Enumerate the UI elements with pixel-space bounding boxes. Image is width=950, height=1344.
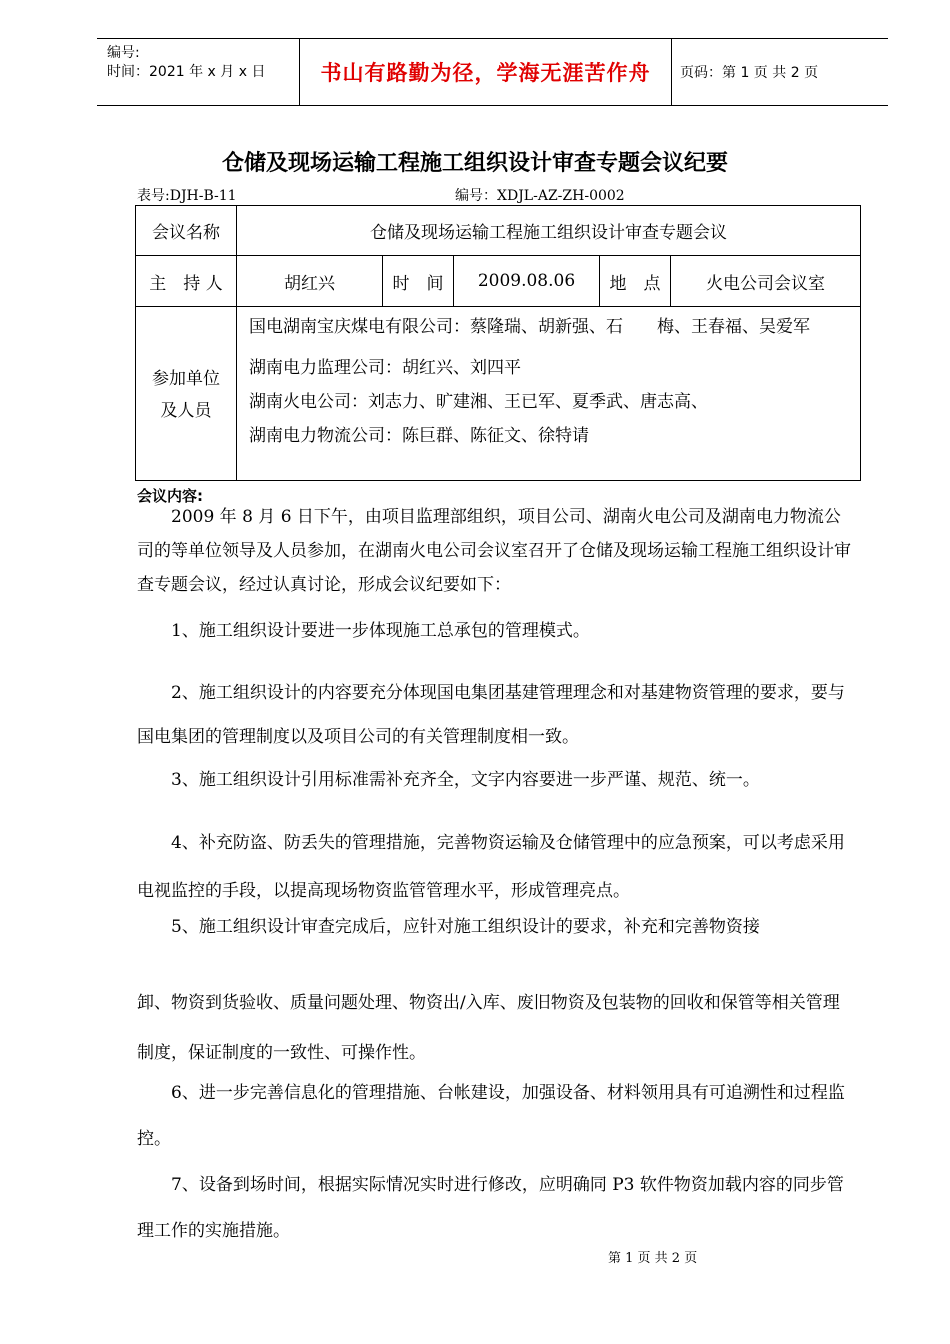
meeting-name-value: 仓储及现场运输工程施工组织设计审查专题会议 — [237, 206, 861, 256]
place-value: 火电公司会议室 — [671, 256, 861, 307]
time-value: 2009.08.06 — [454, 256, 600, 307]
item-3: 3、施工组织设计引用标准需补充齐全，文字内容要进一步严谨、规范、统一。 — [171, 770, 760, 790]
item-5-part1: 5、施工组织设计审查完成后，应针对施工组织设计的要求，补充和完善物资接 — [171, 917, 760, 937]
time-label-cell: 时 间 — [383, 256, 454, 307]
place-label: 地 点 — [600, 256, 671, 307]
document-number: 编号：XDJL-AZ-ZH-0002 — [455, 188, 625, 204]
attendees-label — [136, 307, 237, 481]
page-header — [97, 38, 888, 106]
page-info: 页码：第 1 页 共 2 页 — [680, 65, 819, 81]
attendee-line: 湖南火电公司：刘志力、旷建湘、王已军、夏季武、唐志高、 — [249, 392, 708, 412]
item-1: 1、施工组织设计要进一步体现施工总承包的管理模式。 — [171, 621, 590, 641]
code-label: 编号: — [107, 45, 140, 61]
attendees-list — [237, 307, 861, 481]
time-label: 时间：2021 年 x 月 x 日 — [107, 64, 266, 80]
table-row — [136, 307, 861, 481]
host-label: 主 持 人 — [136, 256, 237, 307]
attendee-line: 湖南电力物流公司：陈巨群、陈征文、徐特请 — [249, 426, 589, 446]
attendee-line: 国电湖南宝庆煤电有限公司：蔡隆瑞、胡新强、石 梅、王春福、吴爱军 — [249, 317, 810, 337]
motto-text: 书山有路勤为径，学海无涯苦作舟 — [320, 61, 651, 85]
item-6: 6、进一步完善信息化的管理措施、台帐建设，加强设备、材料领用具有可追溯性和过程监控。 — [137, 1083, 845, 1149]
item-5-part2: 卸、物资到货验收、质量问题处理、物资出/入库、废旧物资及包装物的回收和保管等相关管理制度，保证制度的一致性、可操作性。 — [137, 993, 840, 1063]
item-2: 2、施工组织设计的内容要充分体现国电集团基建管理理念和对基建物资管理的要求，要与国电集团的管理制度以及项目公司的有关管理制度相一致。 — [137, 683, 845, 747]
intro-paragraph: 2009 年 8 月 6 日下午，由项目监理部组织，项目公司、湖南火电公司及湖南电力物流公司的等单位领导及人员参加，在湖南火电公司会议室召开了仓储及现场运输工程施工组织设计审查专题会议，经过认真讨论，形成会议纪要如下： — [137, 507, 851, 595]
meeting-info-table — [135, 205, 861, 481]
document-title: 仓储及现场运输工程施工组织设计审查专题会议纪要 — [221, 151, 728, 176]
attendees-label-line1: 参加单位 — [152, 368, 220, 389]
header-motto-cell — [300, 39, 672, 105]
table-row — [136, 256, 861, 307]
form-number: 表号:DJH-B-11 — [137, 188, 237, 204]
header-page-cell — [672, 39, 888, 105]
page-footer: 第 1 页 共 2 页 — [608, 1251, 698, 1266]
table-row — [136, 206, 861, 256]
attendees-label-line2: 及人员 — [160, 400, 212, 421]
host-value: 胡红兴 — [237, 256, 383, 307]
section-title: 会议内容: — [137, 487, 203, 505]
header-meta-cell — [97, 39, 300, 105]
item-7: 7、设备到场时间，根据实际情况实时进行修改，应明确同 P3 软件物资加载内容的同步管理工作的实施措施。 — [137, 1175, 844, 1241]
meeting-name-label: 会议名称 — [136, 206, 237, 256]
item-4: 4、补充防盗、防丢失的管理措施，完善物资运输及仓储管理中的应急预案，可以考虑采用电视监控的手段，以提高现场物资监管管理水平，形成管理亮点。 — [137, 833, 845, 901]
attendee-line: 湖南电力监理公司：胡红兴、刘四平 — [249, 358, 521, 378]
